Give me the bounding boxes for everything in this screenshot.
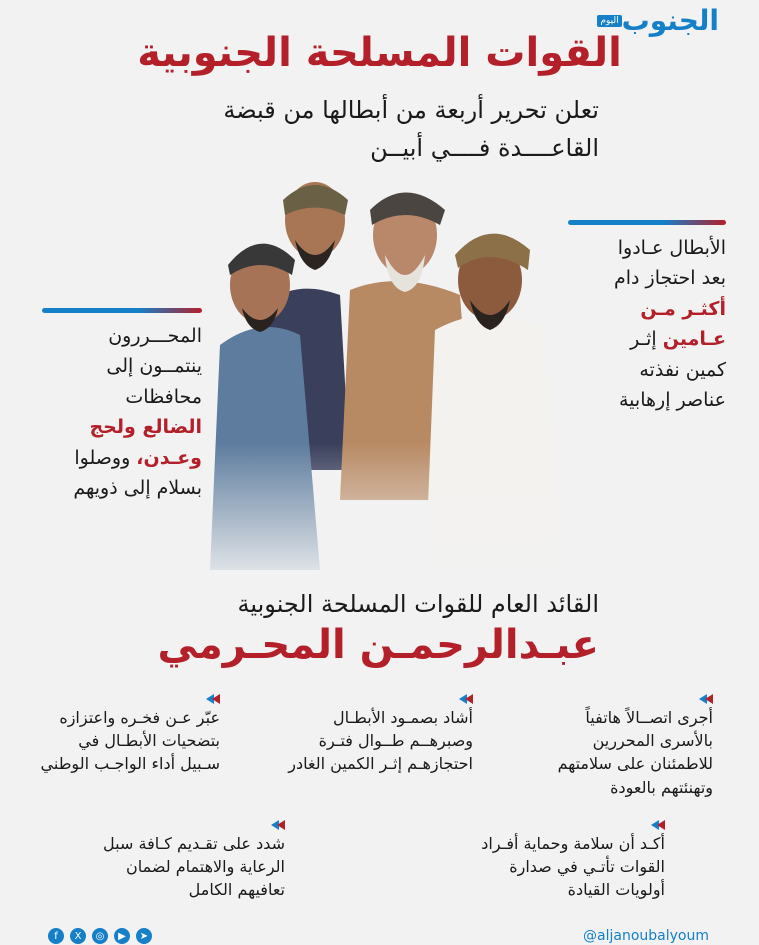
page-title: القوات المسلحة الجنوبية bbox=[137, 30, 622, 76]
bullet-item bbox=[100, 820, 285, 902]
left-box-line: ينتمــون إلى bbox=[106, 355, 202, 378]
bullet-item bbox=[288, 694, 473, 776]
subtitle-line-2: القاعــــدة فــــي أبيــن bbox=[370, 134, 599, 162]
instagram-icon[interactable]: ◎ bbox=[92, 928, 108, 944]
bullet-text: أشاد بصمـود الأبطـال وصبرهــم طــوال فتـرة احتجازهـم إثـر الكمين الغادر bbox=[288, 708, 473, 774]
bullet-item bbox=[528, 694, 713, 799]
right-box-highlight: عـامين bbox=[662, 328, 726, 351]
right-box-line: عناصر إرهابية bbox=[619, 388, 726, 411]
bullet-text: أكـد أن سلامة وحماية أفـراد القوات تأتـي في صدارة أولويات القيادة bbox=[481, 834, 665, 900]
right-box-line: إثـر bbox=[630, 328, 657, 351]
left-box-line: محافظات bbox=[125, 385, 202, 408]
bullet-marker-icon bbox=[206, 694, 220, 704]
brand-badge: اليوم bbox=[597, 15, 621, 27]
divider-bar bbox=[42, 308, 202, 313]
social-handle[interactable]: @aljanoubalyoum bbox=[583, 928, 709, 944]
x-icon[interactable]: X bbox=[70, 928, 86, 944]
bullet-text: عبّر عـن فخـره واعتزازه بتضحيات الأبطـال في سـبيل أداء الواجـب الوطني bbox=[40, 708, 220, 774]
bullet-item bbox=[480, 820, 665, 902]
bullet-text: شدد على تقـديم كـافة سبل الرعاية والاهتمام لضمان تعافيهم الكامل bbox=[103, 834, 285, 900]
bullet-marker-icon bbox=[651, 820, 665, 830]
youtube-icon[interactable]: ▶ bbox=[114, 928, 130, 944]
left-box-line: المحـــررون bbox=[108, 325, 202, 347]
left-box-highlight: الضالع ولحج bbox=[89, 416, 202, 439]
right-box-highlight: أكثـر مـن bbox=[640, 297, 726, 320]
right-box-line: بعد احتجاز دام bbox=[614, 267, 726, 290]
bullet-text: أجرى اتصــالاً هاتفياً بالأسرى المحررين للاطمئنان على سلامتهم وتهنئتهم بالعودة bbox=[557, 708, 713, 797]
facebook-icon[interactable]: f bbox=[48, 928, 64, 944]
social-links bbox=[48, 928, 152, 944]
right-box-line: الأبطال عـادوا bbox=[617, 237, 726, 259]
group-photo bbox=[200, 170, 580, 590]
bullet-item bbox=[35, 694, 220, 776]
left-info-box bbox=[42, 308, 202, 503]
footer bbox=[0, 928, 759, 945]
divider-bar bbox=[568, 220, 726, 225]
left-box-line: بسلام إلى ذويهم bbox=[73, 476, 202, 499]
bullet-marker-icon bbox=[699, 694, 713, 704]
brand-name: الجنوب bbox=[621, 4, 719, 37]
telegram-icon[interactable]: ➤ bbox=[136, 928, 152, 944]
commander-name: عبـدالرحمـن المحـرمي bbox=[157, 622, 599, 668]
left-box-highlight: وعـدن، bbox=[136, 446, 202, 469]
subtitle-line-1: تعلن تحرير أربعة من أبطالها من قبضة bbox=[223, 96, 599, 124]
bullet-marker-icon bbox=[459, 694, 473, 704]
right-info-box bbox=[568, 220, 726, 415]
left-box-line: ووصلوا bbox=[74, 446, 131, 469]
commander-role: القائد العام للقوات المسلحة الجنوبية bbox=[237, 590, 599, 618]
bullet-marker-icon bbox=[271, 820, 285, 830]
right-box-line: كمين نفذته bbox=[639, 358, 726, 381]
